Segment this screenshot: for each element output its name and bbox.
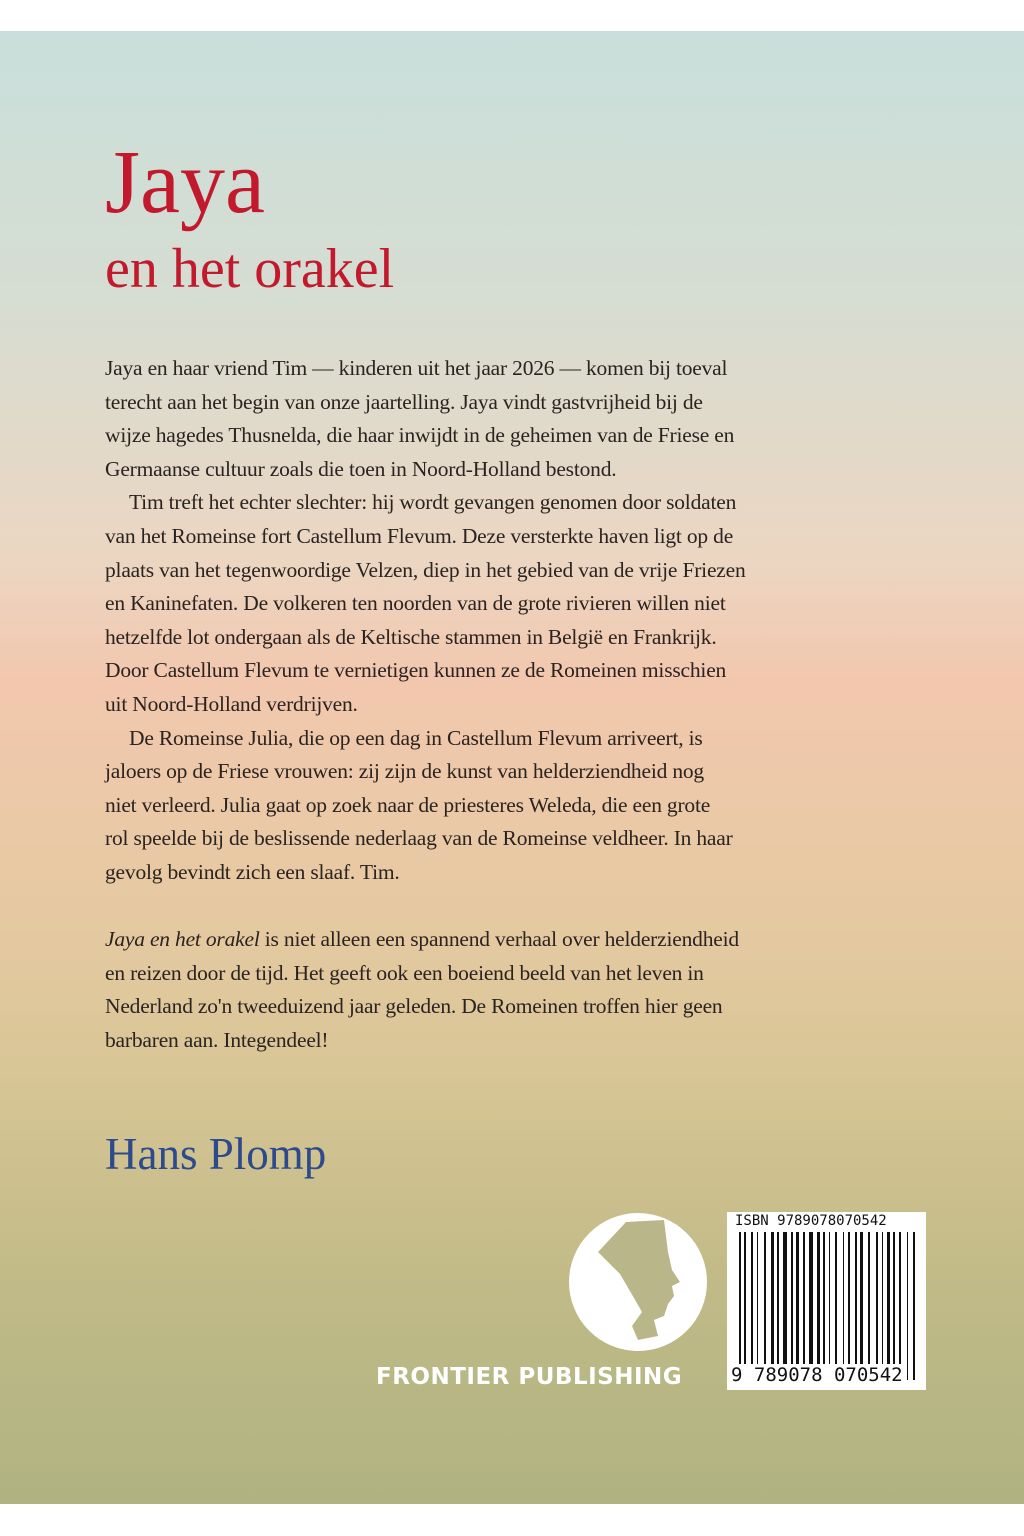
isbn-barcode <box>727 1212 926 1390</box>
blurb-line: van het Romeinse fort Castellum Flevum. Deze versterkte haven ligt op de <box>105 523 734 548</box>
barcode-bar <box>751 1232 753 1380</box>
blurb-line: rol speelde bij de beslissende nederlaag van de Romeinse veldheer. In haar <box>105 826 733 851</box>
blurb-line: Door Castellum Flevum te vernietigen kunnen ze de Romeinen misschien <box>105 658 727 683</box>
blurb-line: terecht aan het begin van onze jaartelling. Jaya vindt gastvrijheid bij de <box>105 389 703 414</box>
blurb-line: jaloers op de Friese vrouwen: zij zijn de kunst van helderziendheid nog <box>105 759 704 784</box>
barcode-bar <box>848 1232 850 1380</box>
barcode-bar <box>796 1232 799 1380</box>
book-subtitle: en het orakel <box>105 238 395 300</box>
italic-book-title: Jaya en het orakel <box>105 927 260 952</box>
barcode-bar <box>817 1232 820 1380</box>
barcode-bar <box>739 1232 741 1380</box>
barcode-bar <box>893 1232 895 1380</box>
blurb-line: en reizen door de tijd. Het geeft ook een boeiend beeld van het leven in <box>105 960 704 985</box>
blurb-line: hetzelfde lot ondergaan als de Keltische stammen in België en Frankrijk. <box>105 624 717 649</box>
barcode-bars <box>739 1232 917 1380</box>
barcode-bar <box>803 1232 805 1380</box>
blurb-line: uit Noord-Holland verdrijven. <box>105 691 358 716</box>
barcode-bar <box>860 1232 863 1380</box>
barcode-bar <box>876 1232 878 1380</box>
barcode-bar <box>783 1232 787 1380</box>
barcode-bar <box>757 1232 758 1380</box>
blurb-line: Nederland zo'n tweeduizend jaar geleden. De Romeinen troffen hier geen <box>105 994 723 1019</box>
blurb-line: barbaren aan. Integendeel! <box>105 1027 329 1052</box>
author-name: Hans Plomp <box>105 1129 327 1179</box>
barcode-bar <box>744 1232 746 1380</box>
book-title: Jaya <box>105 133 265 232</box>
publisher-logo-nefertiti-icon <box>568 1212 708 1352</box>
barcode-bar <box>907 1232 908 1380</box>
blurb-paragraph-3 <box>105 722 845 890</box>
blurb-paragraph-4 <box>105 923 845 1057</box>
isbn-label: ISBN 9789078070542 <box>735 1213 887 1229</box>
barcode-bar <box>823 1232 825 1380</box>
barcode-bar <box>777 1232 779 1380</box>
barcode-bar <box>882 1232 883 1380</box>
blurb-line: wijze hagedes Thusnelda, die haar inwijdt in de geheimen van de Friese en <box>105 423 735 448</box>
barcode-bar <box>829 1232 830 1380</box>
barcode-bar <box>835 1232 837 1380</box>
barcode-bar <box>764 1232 766 1380</box>
barcode-bar <box>868 1232 870 1380</box>
barcode-bar <box>887 1232 890 1380</box>
blurb-line: niet verleerd. Julia gaat op zoek naar de priesteres Weleda, die een grote <box>105 792 711 817</box>
barcode-bar <box>899 1232 901 1380</box>
blurb-line: De Romeinse Julia, die op een dag in Castellum Flevum arriveert, is <box>129 725 703 750</box>
barcode-bar <box>791 1232 793 1380</box>
publisher-name: FRONTIER PUBLISHING <box>376 1364 683 1390</box>
blurb-paragraph-1 <box>105 352 845 486</box>
blurb-line: plaats van het tegenwoordige Velzen, diep in het gebied van de vrije Friezen <box>105 557 746 582</box>
barcode-bar <box>771 1232 774 1380</box>
blurb-paragraph-2 <box>105 486 845 721</box>
barcode-bar <box>843 1232 844 1380</box>
blurb-text <box>105 352 845 1057</box>
blurb-line: Germaanse cultuur zoals die toen in Noord-Holland bestond. <box>105 456 617 481</box>
barcode-bar <box>855 1232 857 1380</box>
barcode-bar <box>913 1232 915 1380</box>
blurb-line: gevolg bevindt zich een slaaf. Tim. <box>105 859 400 884</box>
blurb-line: en Kaninefaten. De volkeren ten noorden van de grote rivieren willen niet <box>105 591 726 616</box>
barcode-digits: 9 789078 070542 <box>731 1364 903 1386</box>
blurb-line: Jaya en haar vriend Tim — kinderen uit het jaar 2026 — komen bij toeval <box>105 356 728 380</box>
blurb-line: is niet alleen een spannend verhaal over helderziendheid <box>259 927 739 952</box>
barcode-bar <box>809 1232 813 1380</box>
blurb-line: Tim treft het echter slechter: hij wordt gevangen genomen door soldaten <box>129 490 737 515</box>
